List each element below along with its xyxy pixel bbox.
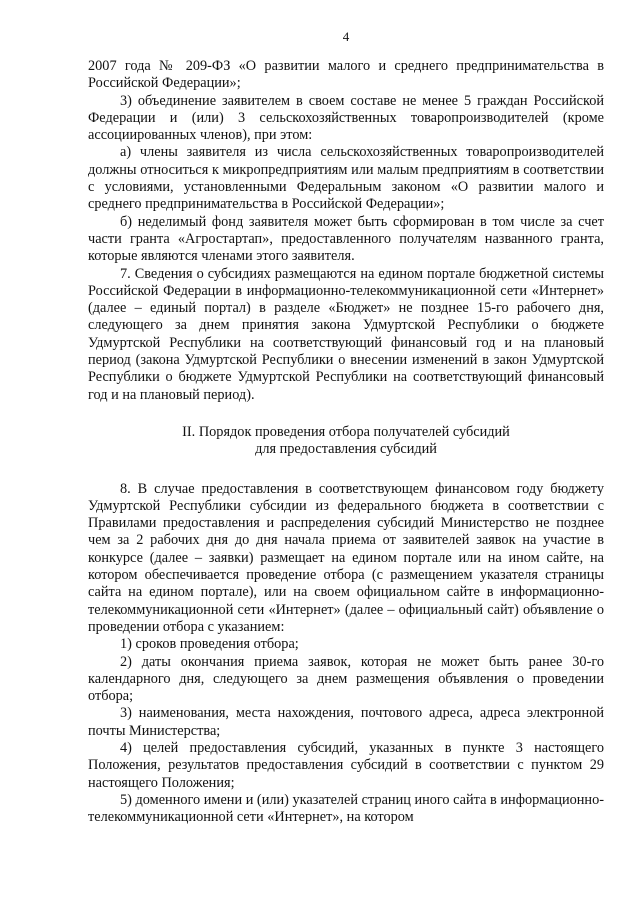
paragraph-clause-7: 7. Сведения о субсидиях размещаются на едином портале бюджетной системы Российской Федерации в информационно-телекоммуникационной сети «Интернет» (далее – единый портал) в разделе «Бюджет» не позднее 15-го рабочего дня, следующего за днем принятия закона Удмуртской Республики о бюджете Удмуртской Республики на соответствующий финансовый год и на плановый период (закона Удмуртской Республики о внесении изменений в закон Удмуртской Республики о бюджете Удмуртской Республики на соответствующий финансовый год и на плановый период). (88, 265, 604, 403)
section-heading-line-1: II. Порядок проведения отбора получателей субсидий (182, 423, 510, 440)
paragraph-clause-8: 8. В случае предоставления в соответствующем финансовом году бюджету Удмуртской Республики субсидии из федерального бюджета в соответствии с Правилами предоставления и распределения субсидий Министерство не позднее чем за 2 рабочих дня до дня начала приема от заявителей заявок на участие в конкурсе (далее – заявки) размещает на едином портале или на ином сайте, на котором обеспечивается проведение отбора (с размещением указателя страницы сайта на едином портале), или на своем официальном сайте в информационно-телекоммуникационной сети «Интернет» (далее – официальный сайт) объявление о проведении отбора с указанием: (88, 480, 604, 635)
paragraph-list-item-1: 1) сроков проведения отбора; (120, 636, 299, 653)
text-block-top (88, 58, 604, 404)
paragraph-continuation: 2007 года № 209-ФЗ «О развитии малого и среднего предпринимательства в Российской Федерации»; (88, 58, 604, 92)
paragraph-list-item-3: 3) наименования, места нахождения, почтового адреса, адреса электронной почты Министерства; (88, 705, 604, 739)
paragraph-list-item-5: 5) доменного имени и (или) указателей страниц иного сайта в информационно-телекоммуникационной сети «Интернет», на котором (88, 791, 604, 826)
section-heading-line-2: для предоставления субсидий (255, 441, 437, 458)
paragraph-item-a: а) члены заявителя из числа сельскохозяйственных товаропроизводителей должны относиться к микропредприятиям или малым предприятиям в соответствии с условиями, установленными Федеральным законом «О развитии малого и среднего предпринимательства в Российской Федерации»; (88, 144, 604, 213)
section-heading (88, 424, 604, 459)
paragraph-list-item-4: 4) целей предоставления субсидий, указанных в пункте 3 настоящего Положения, результатов предоставления субсидий в соответствии с пунктом 29 настоящего Положения; (88, 739, 604, 791)
paragraph-item-3: 3) объединение заявителем в своем составе не менее 5 граждан Российской Федерации и (или) 3 сельскохозяйственных товаропроизводителей (кроме ассоциированных членов), при этом: (88, 92, 604, 144)
page-number: 4 (342, 29, 350, 44)
paragraph-item-b: б) неделимый фонд заявителя может быть сформирован в том числе за счет части гранта «Агростартап», предоставленного получателям названного гранта, которые являются членами этого заявителя. (88, 213, 604, 265)
paragraph-list-item-2: 2) даты окончания приема заявок, которая не может быть ранее 30-го календарного дня, следующего за днем размещения объявления о проведении отбора; (88, 653, 604, 705)
text-block-bottom (88, 481, 604, 827)
